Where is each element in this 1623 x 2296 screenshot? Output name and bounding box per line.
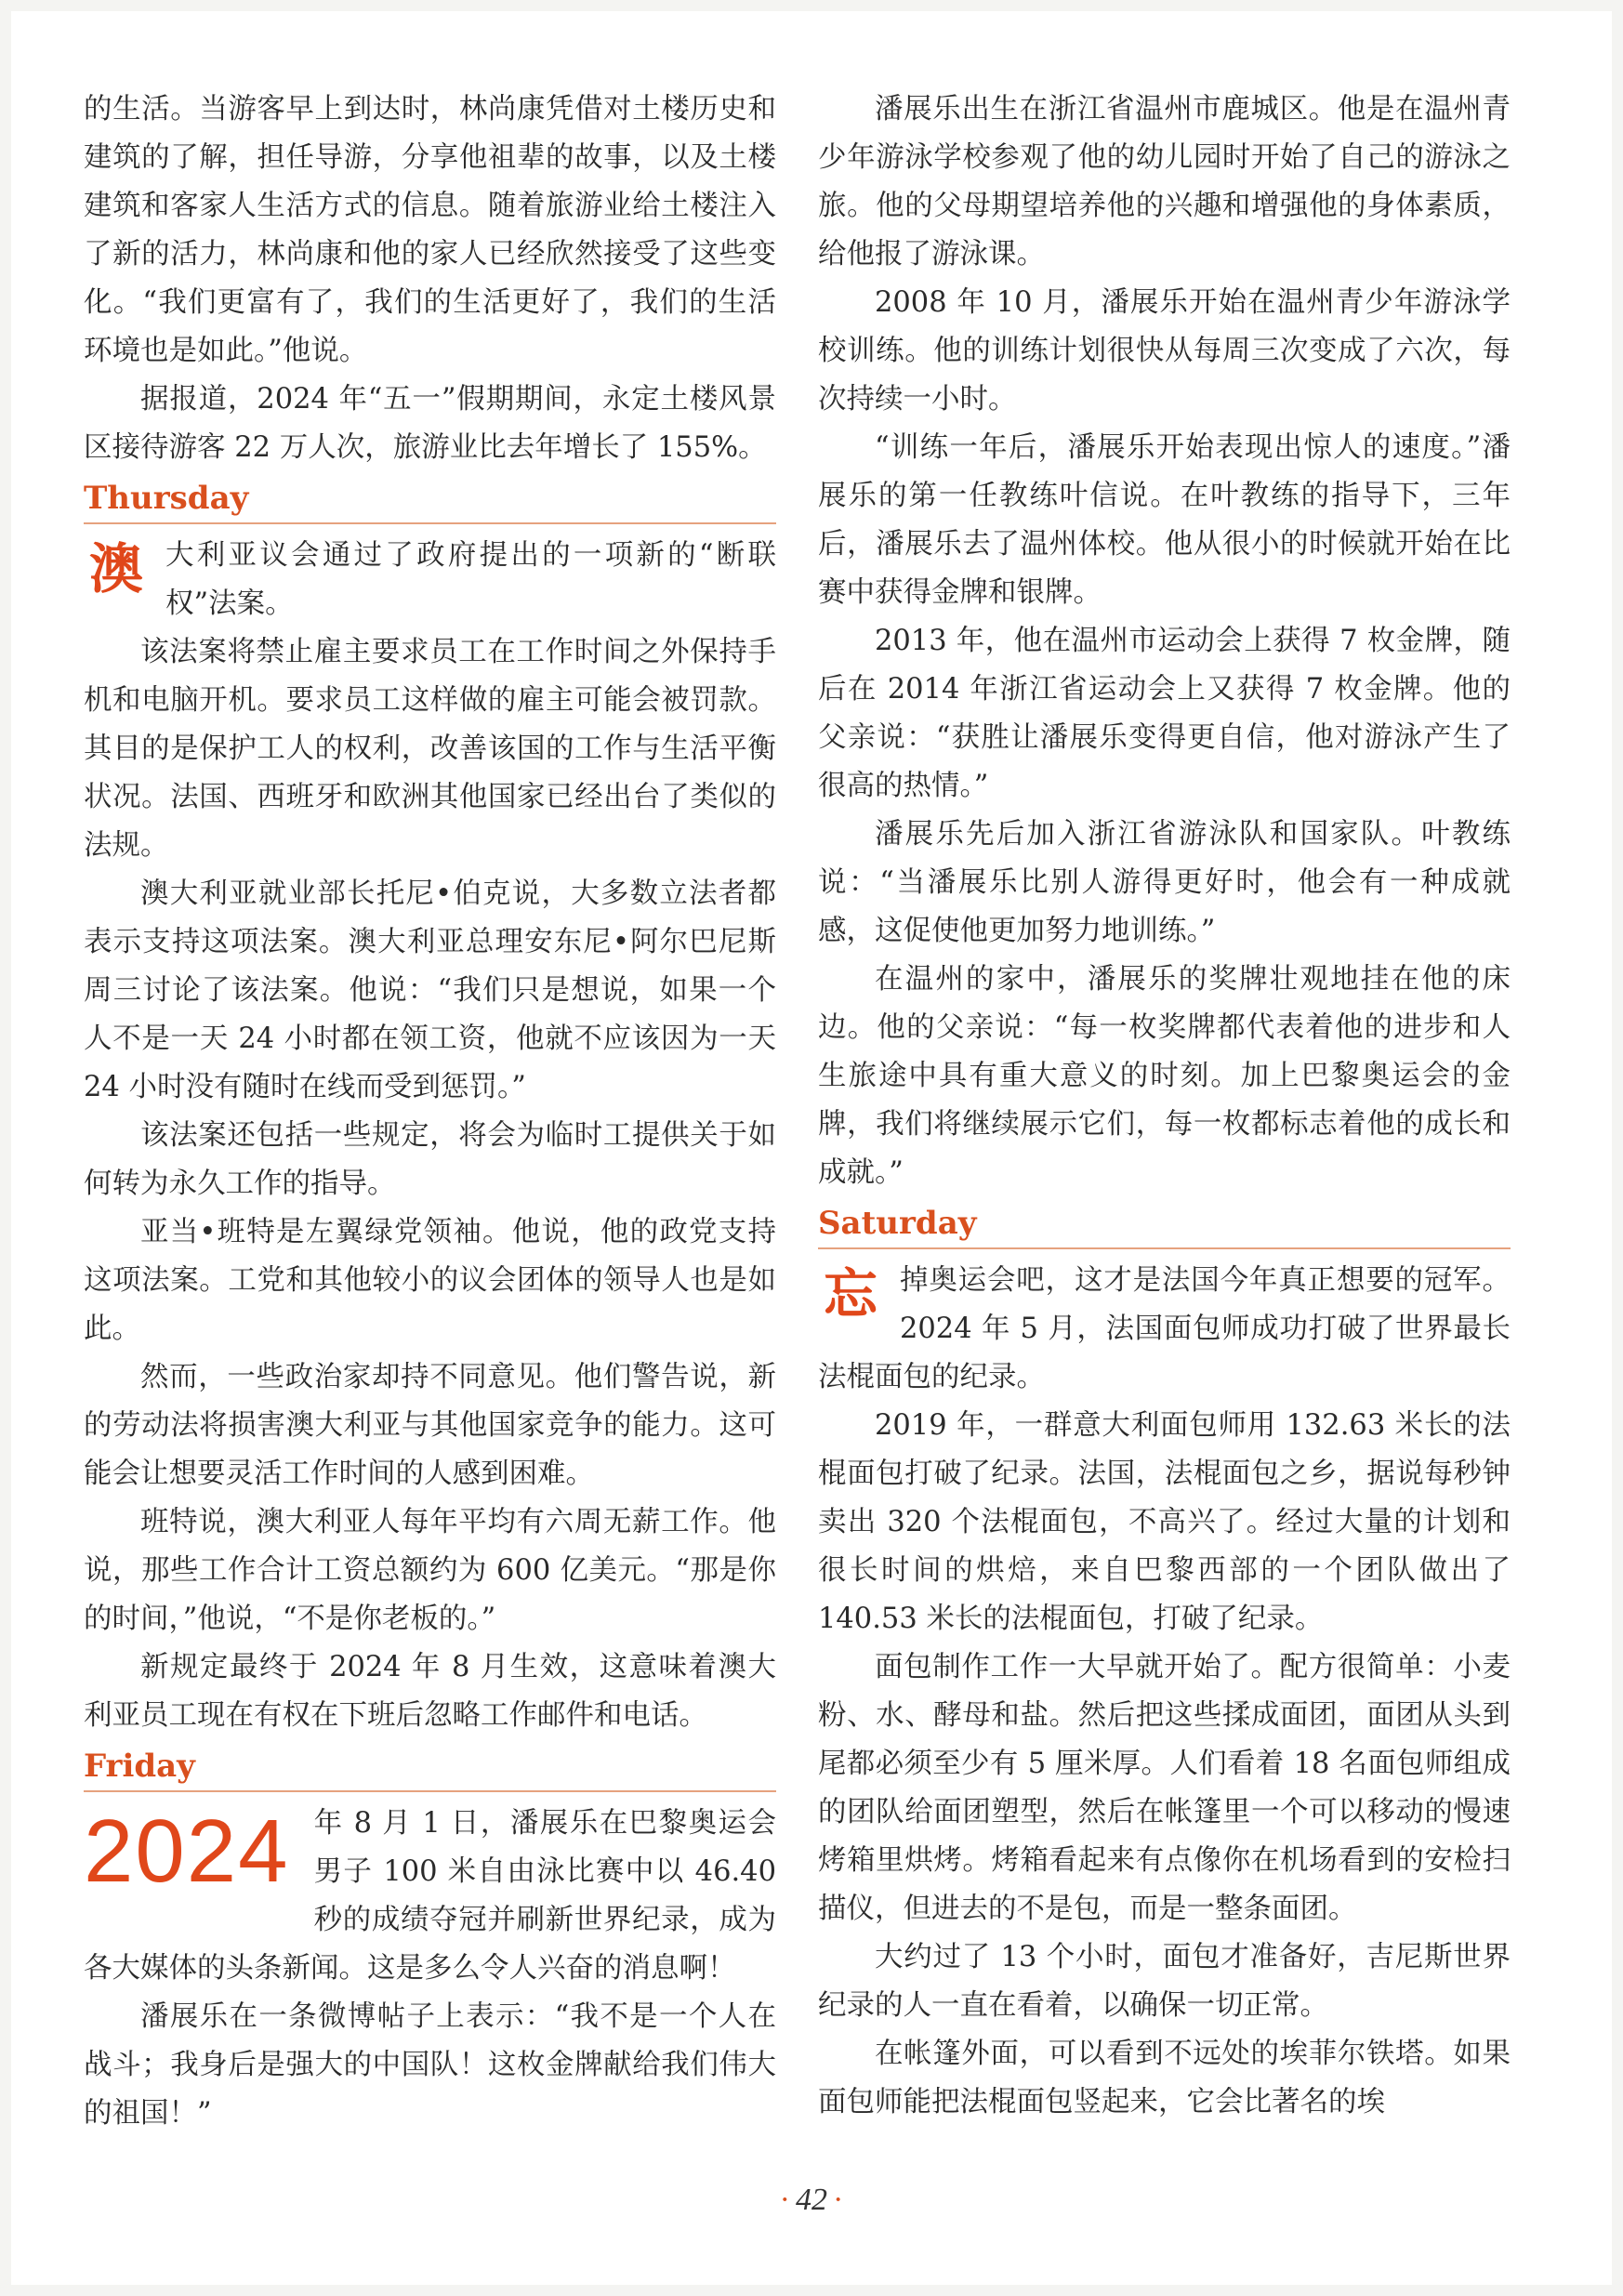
drop-cap: 澳 xyxy=(88,537,143,600)
paragraph: 的生活。当游客早上到达时，林尚康凭借对土楼历史和建筑的了解，担任导游，分享他祖辈的故事，以及土楼建筑和客家人生活方式的信息。随着旅游业给土楼注入了新的活力，林尚康和他的家人已经欣然接受了这些变化。“我们更富有了，我们的生活更好了，我们的生活环境也是如此。”他说。 xyxy=(84,93,776,367)
paragraph: “训练一年后，潘展乐开始表现出惊人的速度。”潘展乐的第一任教练叶信说。在叶教练的指导下，三年后，潘展乐去了温州体校。他从很小的时候就开始在比赛中获得金牌和银牌。 xyxy=(818,431,1511,609)
paragraph: 在帐篷外面，可以看到不远处的埃菲尔铁塔。如果面包师能把法棍面包竖起来，它会比著名的埃 xyxy=(818,2038,1511,2118)
paragraph: 潘展乐在一条微博帖子上表示：“我不是一个人在战斗；我身后是强大的中国队！这枚金牌献给我们伟大的祖国！” xyxy=(84,2000,776,2130)
paragraph: 2013 年，他在温州市运动会上获得 7 枚金牌，随后在 2014 年浙江省运动会上又获得 7 枚金牌。他的父亲说：“获胜让潘展乐变得更自信，他对游泳产生了很高的热情。” xyxy=(818,625,1511,802)
section-heading-saturday: Saturday xyxy=(818,1201,1511,1249)
paragraph: 2008 年 10 月，潘展乐开始在温州青少年游泳学校训练。他的训练计划很快从每周三次变成了六次，每次持续一小时。 xyxy=(818,286,1511,416)
paragraph: 澳大利亚就业部长托尼•伯克说，大多数立法者都表示支持这项法案。澳大利亚总理安东尼•阿尔巴尼斯周三讨论了该法案。他说：“我们只是想说，如果一个人不是一天 24 小时都在领工资，他就不应该因为一天 24 小时没有随时在线而受到惩罚。” xyxy=(84,877,776,1103)
paragraph-text: 掉奥运会吧，这才是法国今年真正想要的冠军。2024 年 5 月，法国面包师成功打破了世界最长法棍面包的纪录。 xyxy=(818,1264,1511,1393)
paragraph: 该法案将禁止雇主要求员工在工作时间之外保持手机和电脑开机。要求员工这样做的雇主可能会被罚款。其目的是保护工人的权利，改善该国的工作与生活平衡状况。法国、西班牙和欧洲其他国家已经出台了类似的法规。 xyxy=(84,636,776,862)
paragraph: 新规定最终于 2024 年 8 月生效，这意味着澳大利亚员工现在有权在下班后忽略工作邮件和电话。 xyxy=(84,1651,776,1732)
right-column xyxy=(818,86,1511,2127)
paragraph: 潘展乐先后加入浙江省游泳队和国家队。叶教练说：“当潘展乐比别人游得更好时，他会有一种成就感，这促使他更加努力地训练。” xyxy=(818,818,1511,947)
thursday-lead xyxy=(84,532,776,628)
friday-lead xyxy=(84,1800,776,1993)
paragraph: 亚当•班特是左翼绿党领袖。他说，他的政党支持这项法案。工党和其他较小的议会团体的领导人也是如此。 xyxy=(84,1216,776,1345)
paragraph: 然而，一些政治家却持不同意见。他们警告说，新的劳动法将损害澳大利亚与其他国家竞争的能力。这可能会让想要灵活工作时间的人感到困难。 xyxy=(84,1361,776,1490)
section-heading-friday: Friday xyxy=(84,1744,776,1792)
paragraph-text: 年 8 月 1 日，潘展乐在巴黎奥运会男子 100 米自由泳比赛中以 46.40 秒的成绩夺冠并刷新世界纪录，成为各大媒体的头条新闻。这是多么令人兴奋的消息啊！ xyxy=(84,1807,776,1985)
page-number-dot: · xyxy=(833,2183,844,2217)
section-heading-thursday: Thursday xyxy=(84,476,776,524)
paragraph: 班特说，澳大利亚人每年平均有六周无薪工作。他说，那些工作合计工资总额约为 600 亿美元。“那是你的时间，”他说，“不是你老板的。” xyxy=(84,1506,776,1635)
saturday-lead xyxy=(818,1257,1511,1402)
page-number xyxy=(0,2183,1623,2218)
paragraph: 2019 年，一群意大利面包师用 132.63 米长的法棍面包打破了纪录。法国，法棍面包之乡，据说每秒钟卖出 320 个法棍面包，不高兴了。经过大量的计划和很长时间的烘焙，来自巴黎西部的一个团队做出了 140.53 米长的法棍面包，打破了纪录。 xyxy=(818,1409,1511,1635)
left-column xyxy=(84,86,776,2138)
paragraph: 据报道，2024 年“五一”假期期间，永定土楼风景区接待游客 22 万人次，旅游业比去年增长了 155%。 xyxy=(84,383,776,464)
paragraph: 面包制作工作一大早就开始了。配方很简单：小麦粉、水、酵母和盐。然后把这些揉成面团，面团从头到尾都必须至少有 5 厘米厚。人们看着 18 名面包师组成的团队给面团塑型，然后在帐篷里一个可以移动的慢速烤箱里烘烤。烤箱看起来有点像你在机场看到的安检扫描仪，但进去的不是包，而是一整条面团。 xyxy=(818,1651,1511,1925)
page-number-dot: · xyxy=(779,2183,790,2217)
drop-cap: 忘 xyxy=(823,1262,877,1326)
drop-year: 2024 xyxy=(84,1801,290,1901)
paragraph: 该法案还包括一些规定，将会为临时工提供关于如何转为永久工作的指导。 xyxy=(84,1119,776,1200)
paragraph-text: 大利亚议会通过了政府提出的一项新的“断联权”法案。 xyxy=(165,539,776,620)
page-number-value: 42 xyxy=(796,2183,827,2217)
paragraph: 在温州的家中，潘展乐的奖牌壮观地挂在他的床边。他的父亲说：“每一枚奖牌都代表着他的进步和人生旅途中具有重大意义的时刻。加上巴黎奥运会的金牌，我们将继续展示它们，每一枚都标志着他的成长和成就。” xyxy=(818,963,1511,1189)
paragraph: 大约过了 13 个小时，面包才准备好，吉尼斯世界纪录的人一直在看着，以确保一切正常。 xyxy=(818,1941,1511,2022)
paragraph: 潘展乐出生在浙江省温州市鹿城区。他是在温州青少年游泳学校参观了他的幼儿园时开始了自己的游泳之旅。他的父母期望培养他的兴趣和增强他的身体素质，给他报了游泳课。 xyxy=(818,93,1511,271)
